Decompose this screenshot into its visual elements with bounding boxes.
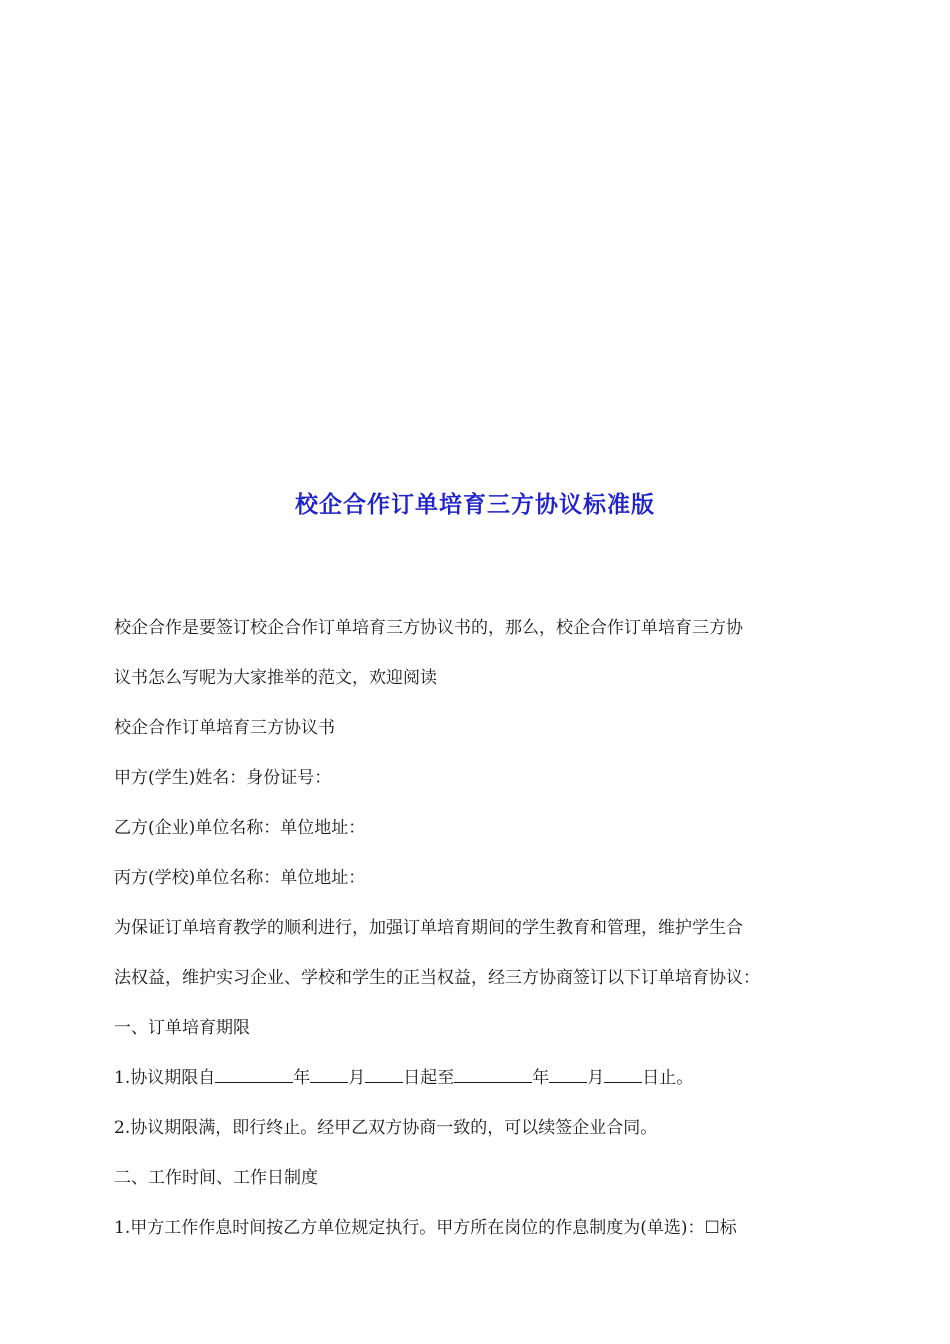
section-1-heading: 一、订单培育期限	[114, 1018, 250, 1038]
intro-line-2: 议书怎么写呢为大家推举的范文，欢迎阅读	[114, 668, 437, 688]
end-month-blank	[549, 1064, 587, 1083]
party-c-line: 丙方(学校)单位名称：单位地址：	[114, 868, 366, 888]
document-body	[114, 603, 838, 1253]
start-year-blank	[215, 1064, 293, 1083]
purpose-line-1: 为保证订单培育教学的顺利进行，加强订单培育期间的学生教育和管理，维护学生合	[114, 918, 743, 938]
party-a-line: 甲方(学生)姓名：身份证号：	[114, 768, 332, 788]
clause-1-2: 2.协议期限满，即行终止。经甲乙双方协商一致的，可以续签企业合同。	[114, 1118, 658, 1138]
purpose-line-2: 法权益，维护实习企业、学校和学生的正当权益，经三方协商签订以下订单培育协议：	[114, 968, 760, 988]
section-2-heading: 二、工作时间、工作日制度	[114, 1168, 318, 1188]
clause-1-1-prefix: 1.协议期限自	[114, 1068, 216, 1088]
document-title: 校企合作订单培育三方协议标准版	[295, 491, 655, 518]
start-day-blank	[365, 1064, 403, 1083]
party-b-line: 乙方(企业)单位名称：单位地址：	[114, 818, 366, 838]
end-day-label: 日止。	[642, 1068, 694, 1088]
start-year-label: 年	[293, 1068, 311, 1088]
end-year-blank	[454, 1064, 532, 1083]
start-day-label: 日起至	[403, 1068, 455, 1088]
start-month-label: 月	[348, 1068, 366, 1088]
end-month-label: 月	[587, 1068, 605, 1088]
start-month-blank	[310, 1064, 348, 1083]
end-day-blank	[604, 1064, 642, 1083]
clause-1-1	[114, 1053, 838, 1103]
end-year-label: 年	[532, 1068, 550, 1088]
clause-2-1: 1.甲方工作作息时间按乙方单位规定执行。甲方所在岗位的作息制度为(单选)：☐标	[114, 1218, 737, 1238]
intro-line-1: 校企合作是要签订校企合作订单培育三方协议书的，那么，校企合作订单培育三方协	[114, 618, 743, 638]
agreement-heading: 校企合作订单培育三方协议书	[114, 718, 335, 738]
